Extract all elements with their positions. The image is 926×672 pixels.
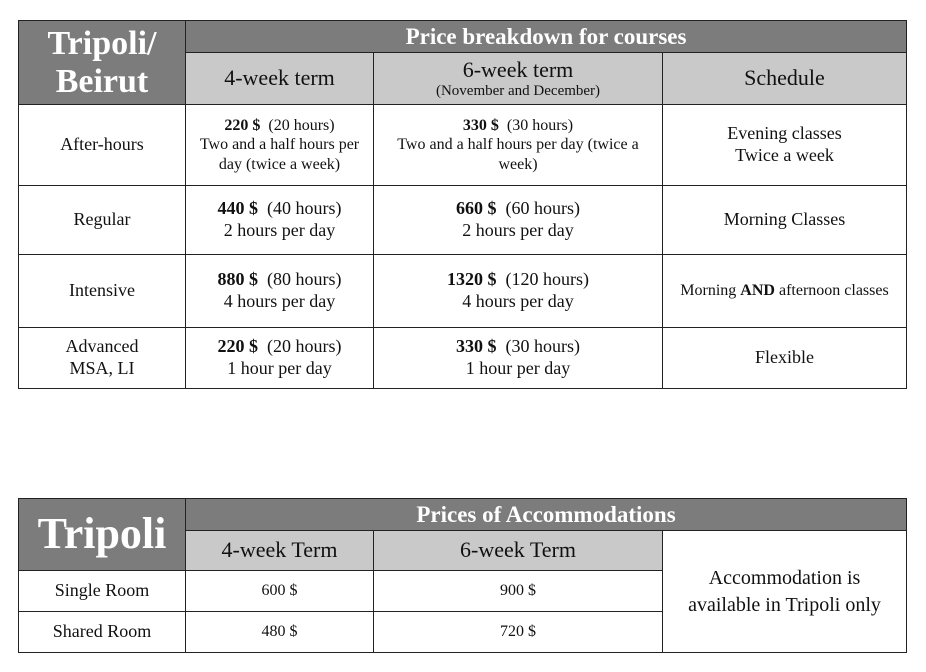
hours-value: (20 hours) bbox=[267, 336, 342, 357]
row-label: Single Room bbox=[19, 571, 186, 612]
city-header-cell bbox=[19, 21, 186, 105]
col-header-6-week: 6-week Term bbox=[374, 531, 663, 571]
schedule-line: Flexible bbox=[755, 347, 814, 368]
price-value: 440 $ bbox=[217, 198, 258, 219]
schedule-pre: Morning bbox=[680, 282, 737, 300]
schedule-line: Morning Classes bbox=[723, 209, 846, 230]
schedule-line: Twice a week bbox=[735, 145, 834, 165]
price-description: Two and a half hours per day (twice a week) bbox=[199, 136, 360, 173]
price-cell-4-week bbox=[186, 255, 374, 328]
col-header-6-week-label: 6-week term bbox=[462, 57, 574, 83]
row-label: Shared Room bbox=[19, 612, 186, 653]
price-description: 2 hours per day bbox=[223, 220, 336, 240]
hours-value: (30 hours) bbox=[505, 336, 580, 357]
price-cell-4-week bbox=[186, 105, 374, 186]
price-description: Two and a half hours per day (twice a week) bbox=[397, 136, 639, 173]
col-header-6-week bbox=[374, 53, 663, 105]
price-description: 1 hour per day bbox=[227, 358, 332, 378]
row-label-text: Regular bbox=[73, 209, 131, 230]
price-description: 4 hours per day bbox=[462, 291, 574, 311]
row-label bbox=[19, 328, 186, 389]
price-cell-6-week bbox=[374, 105, 663, 186]
hours-value: (20 hours) bbox=[268, 117, 335, 135]
schedule-cell bbox=[663, 255, 907, 328]
price-cell-6-week bbox=[374, 328, 663, 389]
price-description: 2 hours per day bbox=[462, 220, 574, 240]
row-label bbox=[19, 186, 186, 255]
price-cell-6-week bbox=[374, 186, 663, 255]
row-label-text: Advanced bbox=[65, 336, 139, 357]
accommodation-note: Accommodation is available in Tripoli only bbox=[663, 531, 907, 653]
price-value: 330 $ bbox=[456, 336, 497, 357]
price-cell-6-week: 720 $ bbox=[374, 612, 663, 653]
hours-value: (30 hours) bbox=[506, 117, 574, 135]
row-label-text: MSA, LI bbox=[69, 358, 135, 378]
price-value: 220 $ bbox=[217, 336, 258, 357]
hours-value: (80 hours) bbox=[267, 269, 342, 290]
schedule-cell bbox=[663, 105, 907, 186]
accommodation-price-table bbox=[18, 498, 907, 653]
price-value: 880 $ bbox=[217, 269, 258, 290]
schedule-cell bbox=[663, 328, 907, 389]
col-header-4-week: 4-week Term bbox=[186, 531, 374, 571]
row-label-text: Intensive bbox=[69, 280, 135, 301]
price-value: 330 $ bbox=[462, 117, 499, 135]
schedule-post: afternoon classes bbox=[778, 282, 889, 300]
price-cell-4-week bbox=[186, 186, 374, 255]
price-cell-4-week bbox=[186, 328, 374, 389]
row-label bbox=[19, 105, 186, 186]
price-cell-6-week bbox=[374, 255, 663, 328]
col-header-schedule: Schedule bbox=[663, 53, 907, 105]
hours-value: (60 hours) bbox=[505, 198, 580, 219]
row-label bbox=[19, 255, 186, 328]
table-row bbox=[19, 255, 907, 328]
price-value: 220 $ bbox=[224, 117, 261, 135]
schedule-cell bbox=[663, 186, 907, 255]
col-header-6-week-note: (November and December) bbox=[435, 83, 601, 100]
schedule-line: Evening classes bbox=[727, 123, 842, 144]
price-cell-4-week: 600 $ bbox=[186, 571, 374, 612]
price-value: 1320 $ bbox=[447, 269, 497, 290]
row-label-text: After-hours bbox=[60, 134, 144, 155]
price-description: 4 hours per day bbox=[223, 291, 336, 311]
price-description: 1 hour per day bbox=[465, 358, 571, 378]
price-cell-4-week: 480 $ bbox=[186, 612, 374, 653]
course-band-title: Price breakdown for courses bbox=[186, 21, 907, 53]
col-header-4-week: 4-week term bbox=[186, 53, 374, 105]
accommodation-band-title: Prices of Accommodations bbox=[186, 499, 907, 531]
price-cell-6-week: 900 $ bbox=[374, 571, 663, 612]
price-value: 660 $ bbox=[456, 198, 497, 219]
table-row bbox=[19, 186, 907, 255]
city-header-cell: Tripoli bbox=[19, 499, 186, 571]
hours-value: (120 hours) bbox=[505, 269, 589, 290]
city-line-2: Beirut bbox=[55, 62, 149, 100]
schedule-bold: AND bbox=[740, 282, 775, 300]
table-row bbox=[19, 105, 907, 186]
city-line-1: Tripoli/ bbox=[47, 25, 157, 63]
hours-value: (40 hours) bbox=[267, 198, 342, 219]
table-row bbox=[19, 328, 907, 389]
course-price-table bbox=[18, 20, 907, 389]
